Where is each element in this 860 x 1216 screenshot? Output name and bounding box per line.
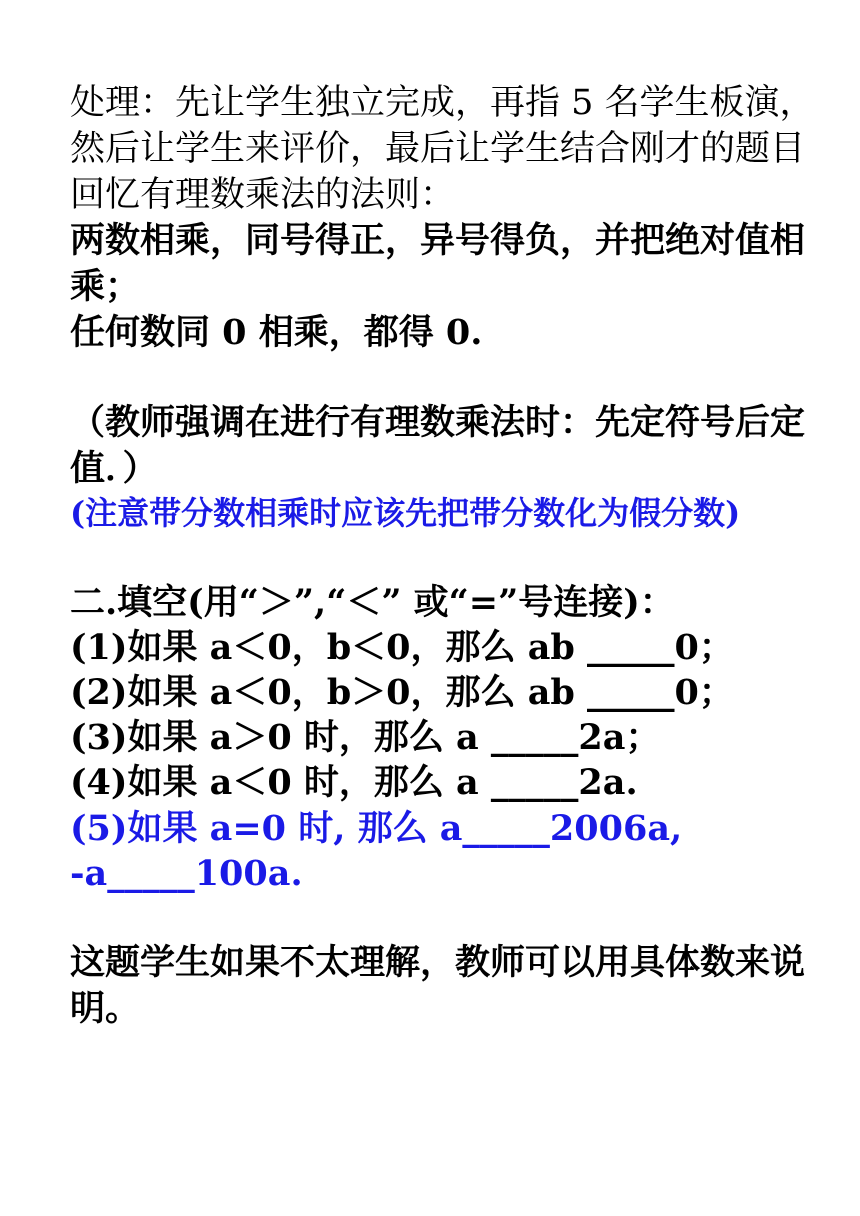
rule-line: 两数相乘，同号得正，异号得负，并把绝对值相 (70, 220, 806, 261)
paragraph-line: 回忆有理数乘法的法则： (70, 175, 456, 215)
exercise-item: (4)如果 a＜0 时，那么 a _____2a. (70, 762, 638, 803)
rule-line: 任何数同 0 相乘，都得 0. (70, 312, 483, 353)
emphasis-line: （教师强调在进行有理数乘法时：先定符号后定 (70, 402, 806, 443)
paragraph-line: 然后让学生来评价，最后让学生结合刚才的题目 (70, 129, 806, 169)
closing-line: 明。 (70, 988, 141, 1029)
exercise-item: (3)如果 a＞0 时，那么 a _____2a； (70, 717, 661, 758)
exercise-item: (1)如果 a＜0，b＜0，那么 ab _____0； (70, 627, 734, 668)
exercise-item: (5)如果 a=0 时, 那么 a_____2006a, (70, 808, 683, 849)
closing-line: 这题学生如果不太理解，教师可以用具体数来说 (70, 942, 806, 983)
note-line: (注意带分数相乘时应该先把带分数化为假分数) (70, 494, 741, 532)
exercise-title: 二.填空(用“＞”,“＜” 或“=”号连接)： (70, 582, 675, 623)
rule-line: 乘； (70, 266, 141, 307)
exercise-item: (2)如果 a＜0，b＞0，那么 ab _____0； (70, 672, 734, 713)
paragraph-line: 处理：先让学生独立完成，再指 5 名学生板演， (70, 83, 815, 123)
emphasis-line: 值．） (70, 448, 158, 489)
exercise-item: -a_____100a. (70, 853, 303, 894)
